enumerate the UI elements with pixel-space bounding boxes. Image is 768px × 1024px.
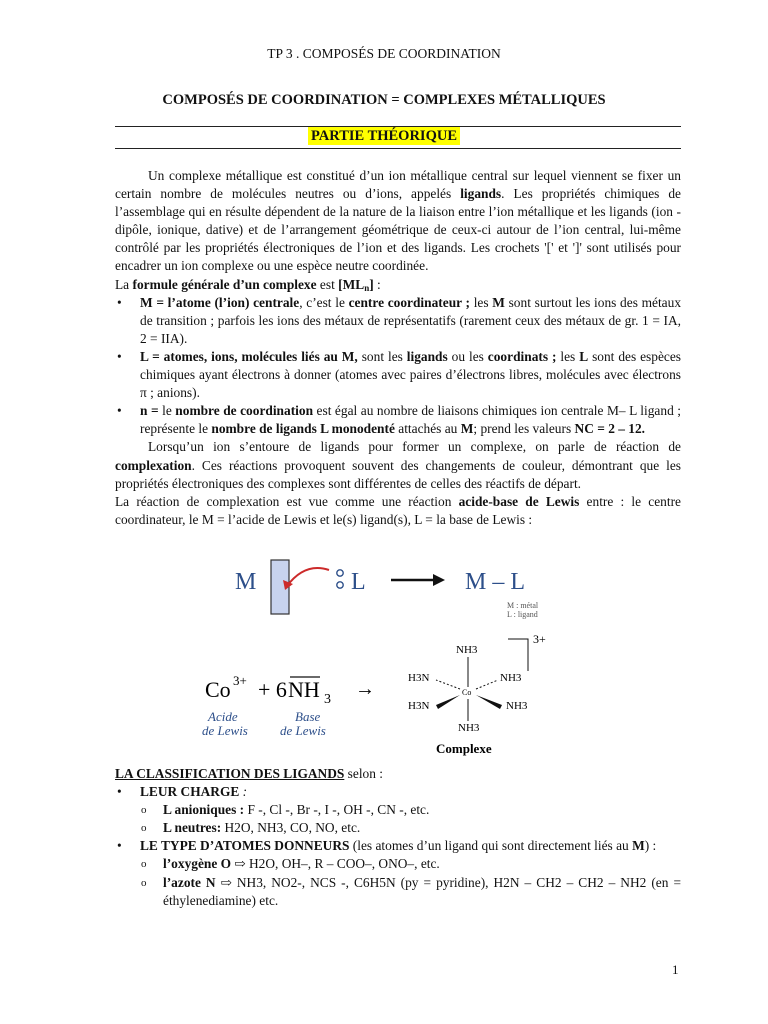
- complex-center: Co: [462, 688, 472, 697]
- text-run: ligands: [406, 348, 448, 364]
- text-run: F -, Cl -, Br -, I -, OH -, CN -, etc.: [247, 802, 430, 818]
- electron-arrow: [287, 568, 329, 586]
- complex-charge: 3+: [533, 632, 546, 646]
- text-run: nombre de coordination: [175, 403, 314, 419]
- lewis-paragraph: [115, 493, 681, 529]
- text-run: LEUR CHARGE: [140, 784, 240, 800]
- sub-anioniques: [115, 801, 681, 819]
- section-title: [0, 128, 768, 145]
- page-number: 1: [672, 962, 679, 977]
- classification-section: [115, 765, 681, 910]
- text-run: ⇨ H2O, OH–, R – COO–, ONO–, etc.: [231, 856, 440, 872]
- text-run: ou les: [447, 348, 488, 364]
- text-run: L anioniques :: [163, 802, 248, 818]
- ammonia: NH: [288, 677, 320, 702]
- formule-end: ]: [369, 276, 374, 292]
- sub-azote: [115, 874, 681, 910]
- acide-label-2: de Lewis: [202, 723, 248, 738]
- sub-neutres: [115, 819, 681, 837]
- text-run: selon :: [344, 766, 384, 781]
- bullet-l: [115, 348, 681, 402]
- intro-paragraph: [115, 167, 681, 276]
- complex-bracket: [508, 639, 528, 671]
- rule-bottom: [115, 148, 681, 149]
- body-text: [115, 167, 681, 529]
- text-run: sont surtout les ions des métaux de transition ; parfois les ions des métaux de représentatifs (rarement ceux des métaux de gr. 1 = IA, 2 = IIA).: [140, 294, 682, 346]
- text-run: ⇨ NH3, NO2-, NCS -, C6H5N (py = pyridine), H2N – CH2 – CH2 – NH2 (en = éthylenediamine) etc.: [163, 874, 681, 908]
- ligand-upper-right: NH3: [500, 672, 522, 684]
- ligands-term: ligands: [460, 186, 502, 202]
- text-run: les: [556, 348, 580, 364]
- bullet-n: [115, 402, 681, 438]
- legend-ligand: L : ligand: [507, 610, 538, 619]
- cobalt-charge: 3+: [233, 673, 247, 688]
- bond-upper-left: [436, 680, 460, 689]
- formule-ml: [ML: [338, 276, 365, 292]
- bond-upper-right: [476, 680, 498, 689]
- complexation-paragraph: [115, 438, 681, 492]
- formule-n: n: [364, 282, 370, 293]
- base-label-2: de Lewis: [280, 723, 326, 738]
- metal-label: M: [235, 569, 257, 595]
- text-run: sont les: [357, 348, 407, 364]
- text-run: ; prend les valeurs: [473, 421, 575, 437]
- legend-metal: M : métal: [507, 601, 539, 610]
- text-run: La réaction de complexation est vue comme une réaction: [115, 493, 459, 509]
- text-run: M = l’atome (l’ion) centrale: [140, 294, 300, 310]
- text-run: La: [115, 276, 133, 292]
- text-run: M: [492, 294, 505, 310]
- text-run: est égal au nombre de liaisons chimiques ion centrale M– L ligand ; représente le: [140, 403, 681, 437]
- text-run: L: [579, 348, 589, 364]
- running-header: TP 3 . COMPOSÉS DE COORDINATION: [267, 46, 501, 61]
- bond-lower-right: [476, 695, 502, 709]
- classification-title: [115, 765, 681, 783]
- text-run: :: [239, 784, 248, 800]
- text-run: est: [316, 276, 339, 292]
- reaction-arrow-head: [433, 574, 445, 586]
- text-run: coordinats ;: [487, 348, 557, 364]
- lone-pair-dot: [337, 570, 343, 576]
- text-run: entre : le centre coordinateur, le M = l’acide de Lewis et le(s) ligand(s), L = la base de Lewis :: [115, 493, 681, 527]
- cobalt-ion: Co: [205, 677, 231, 702]
- text-run: , c’est le: [299, 294, 349, 310]
- ligand-lower-left: H3N: [408, 700, 430, 712]
- text-run: M: [460, 421, 474, 437]
- text-run: . Les propriétés chimiques de l’assemblage qui en résulte dépendent de la nature de la liaison entre l’ion métallique et les ligands (ion - dipôle, ionique, dative) et de l’arrangement géométrique de ceux-ci autour de l’ion central, lui-même contrôlé par les propriétés électroniques de l’ion et des ligands. Les crochets '[' et ']' sont utilisés pour encadrer un ion complexe ou une espèce neutre coordinée.: [115, 186, 681, 274]
- complexation-term: complexation: [115, 457, 192, 473]
- text-run: nombre de ligands L monodenté: [211, 421, 395, 437]
- section-title-text: PARTIE THÉORIQUE: [308, 127, 460, 145]
- text-run: L = atomes, ions, molécules liés au M,: [140, 348, 358, 364]
- text-run: H2O, NH3, CO, NO, etc.: [224, 820, 361, 836]
- formule-term: formule générale d’un complexe: [132, 276, 317, 292]
- ligand-bottom: NH3: [458, 722, 480, 734]
- complexe-label: Complexe: [436, 741, 492, 756]
- ligand-top: NH3: [456, 644, 478, 656]
- text-run: les: [470, 294, 493, 310]
- lone-pair-dot: [337, 582, 343, 588]
- text-run: le: [162, 403, 176, 419]
- text-run: :: [373, 276, 381, 292]
- ligand-lower-right: NH3: [506, 700, 528, 712]
- ligand-upper-left: H3N: [408, 672, 430, 684]
- bond-lower-left: [436, 695, 460, 709]
- text-run: (les atomes d’un ligand qui sont directement liés au: [349, 838, 633, 854]
- lewis-scheme-figure: [225, 558, 565, 624]
- text-run: M: [632, 838, 645, 854]
- base-label-1: Base: [295, 709, 321, 724]
- text-run: L neutres:: [163, 820, 225, 836]
- lewis-term: acide-base de Lewis: [458, 493, 580, 509]
- reaction-arrow: →: [355, 678, 375, 700]
- acide-label-1: Acide: [208, 709, 238, 724]
- complex-formation-figure: [200, 625, 580, 760]
- text-run: . Ces réactions provoquent souvent des changements de couleur, démontrant que les propriétés électroniques des complexes sont différentes de celles des réactifs de départ.: [115, 457, 681, 491]
- plus-six: + 6: [258, 677, 287, 702]
- text-run: l’azote N: [163, 874, 216, 890]
- text-run: ) :: [644, 838, 657, 854]
- bullet-charge: [115, 783, 681, 801]
- bullet-type: [115, 837, 681, 855]
- text-run: Lorsqu’un ion s’entoure de ligands pour former un complexe, on parle de réaction de: [148, 439, 681, 455]
- text-run: attachés au: [394, 421, 461, 437]
- bullet-m: [115, 294, 681, 348]
- text-run: NC = 2 – 12.: [574, 421, 646, 437]
- ligand-label: L: [351, 569, 366, 595]
- ammonia-subscript: 3: [324, 692, 331, 707]
- text-run: n =: [140, 403, 163, 419]
- text-run: Un complexe métallique est constitué d’un ion métallique central sur lequel viennent se fixer un certain nombre de molécules neutres ou d’ions, appelés: [115, 168, 681, 202]
- text-run: centre coordinateur ;: [348, 294, 470, 310]
- product-label: M – L: [465, 569, 525, 595]
- text-run: l’oxygène O: [163, 856, 232, 872]
- text-run: sont des espèces chimiques ayant électrons à donner (atomes avec paires d’électrons libres, molécules avec électrons π ; anions).: [140, 348, 682, 401]
- text-run: LA CLASSIFICATION DES LIGANDS: [115, 766, 345, 781]
- main-title: COMPOSÉS DE COORDINATION = COMPLEXES MÉTALLIQUES: [162, 92, 606, 108]
- formule-line: [115, 276, 681, 294]
- text-run: LE TYPE D’ATOMES DONNEURS: [140, 838, 350, 854]
- sub-oxygene: [115, 855, 681, 873]
